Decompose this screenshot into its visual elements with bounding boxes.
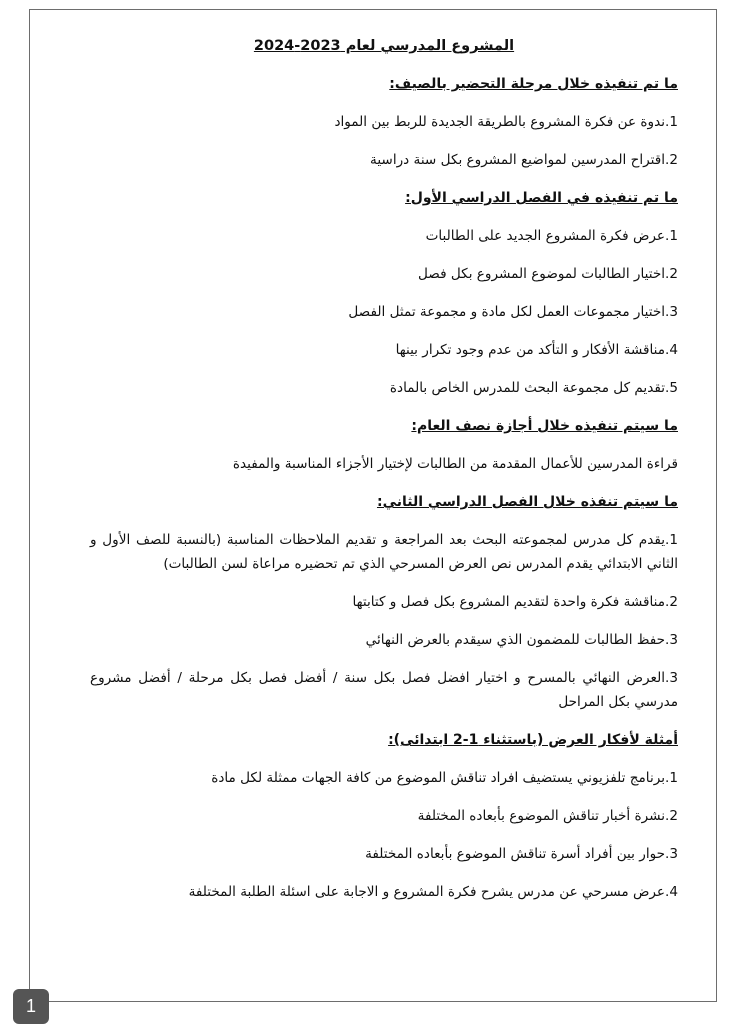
document-content — [90, 34, 678, 918]
list-item: 1.عرض فكرة المشروع الجديد على الطالبات — [425, 228, 678, 244]
list-item: 3.حفظ الطالبات للمضمون الذي سيقدم بالعرض النهائي — [365, 632, 678, 648]
document-title: المشروع المدرسي لعام 2023-2024 — [253, 38, 515, 54]
list-item: 4.مناقشة الأفكار و التأكد من عدم وجود تكرار بينها — [395, 342, 678, 358]
list-item: 4.عرض مسرحي عن مدرس يشرح فكرة المشروع و الاجابة على اسئلة الطلبة المختلفة — [188, 884, 678, 900]
list-item: 3.اختيار مجموعات العمل لكل مادة و مجموعة تمثل الفصل — [348, 304, 678, 320]
section-heading-midyear-break: ما سيتم تنفيذه خلال أجازة نصف العام: — [411, 418, 678, 434]
list-item: 1.ندوة عن فكرة المشروع بالطريقة الجديدة للربط بين المواد — [334, 114, 678, 130]
page-number-badge[interactable]: 1 — [13, 989, 49, 1024]
section-heading-first-term: ما تم تنفيذه في الفصل الدراسي الأول: — [405, 190, 678, 206]
list-item: 2.نشرة أخبار تناقش الموضوع بأبعاده المختلفة — [417, 808, 678, 824]
list-item: 3.العرض النهائي بالمسرح و اختيار افضل فصل بكل سنة / أفضل فصل بكل مرحلة / أفضل مشروع مدرسي بكل المراحل — [90, 670, 678, 710]
section-heading-summer: ما تم تنفيذه خلال مرحلة التحضير بالصيف: — [389, 76, 678, 92]
list-item: 5.تقديم كل مجموعة البحث للمدرس الخاص بالمادة — [389, 380, 678, 396]
list-item: 1.برنامج تلفزيوني يستضيف افراد تناقش الموضوع من كافة الجهات ممثلة لكل مادة — [211, 770, 678, 786]
list-item: 2.اختيار الطالبات لموضوع المشروع بكل فصل — [417, 266, 678, 282]
section-heading-show-ideas: أمثلة لأفكار العرض (باستثناء 1-2 ابتدائى): — [388, 732, 678, 748]
list-item: 2.اقتراح المدرسين لمواضيع المشروع بكل سنة دراسية — [370, 152, 678, 168]
list-item: 1.يقدم كل مدرس لمجموعته البحث بعد المراجعة و تقديم الملاحظات المناسبة (بالنسبة للصف الأول و الثاني الابتدائي يقدم المدرس نص العرض المسرحي الذي تم تحضيره مراعاة لسن الطالبات) — [90, 532, 678, 572]
list-item: 3.حوار بين أفراد أسرة تناقش الموضوع بأبعاده المختلفة — [365, 846, 678, 862]
document-page — [29, 9, 717, 1002]
section-heading-second-term: ما سيتم تنفذه خلال الفصل الدراسي الثاني: — [376, 494, 678, 510]
list-item: قراءة المدرسين للأعمال المقدمة من الطالبات لإختيار الأجزاء المناسبة والمفيدة — [232, 456, 678, 472]
list-item: 2.مناقشة فكرة واحدة لتقديم المشروع بكل فصل و كتابتها — [352, 594, 678, 610]
